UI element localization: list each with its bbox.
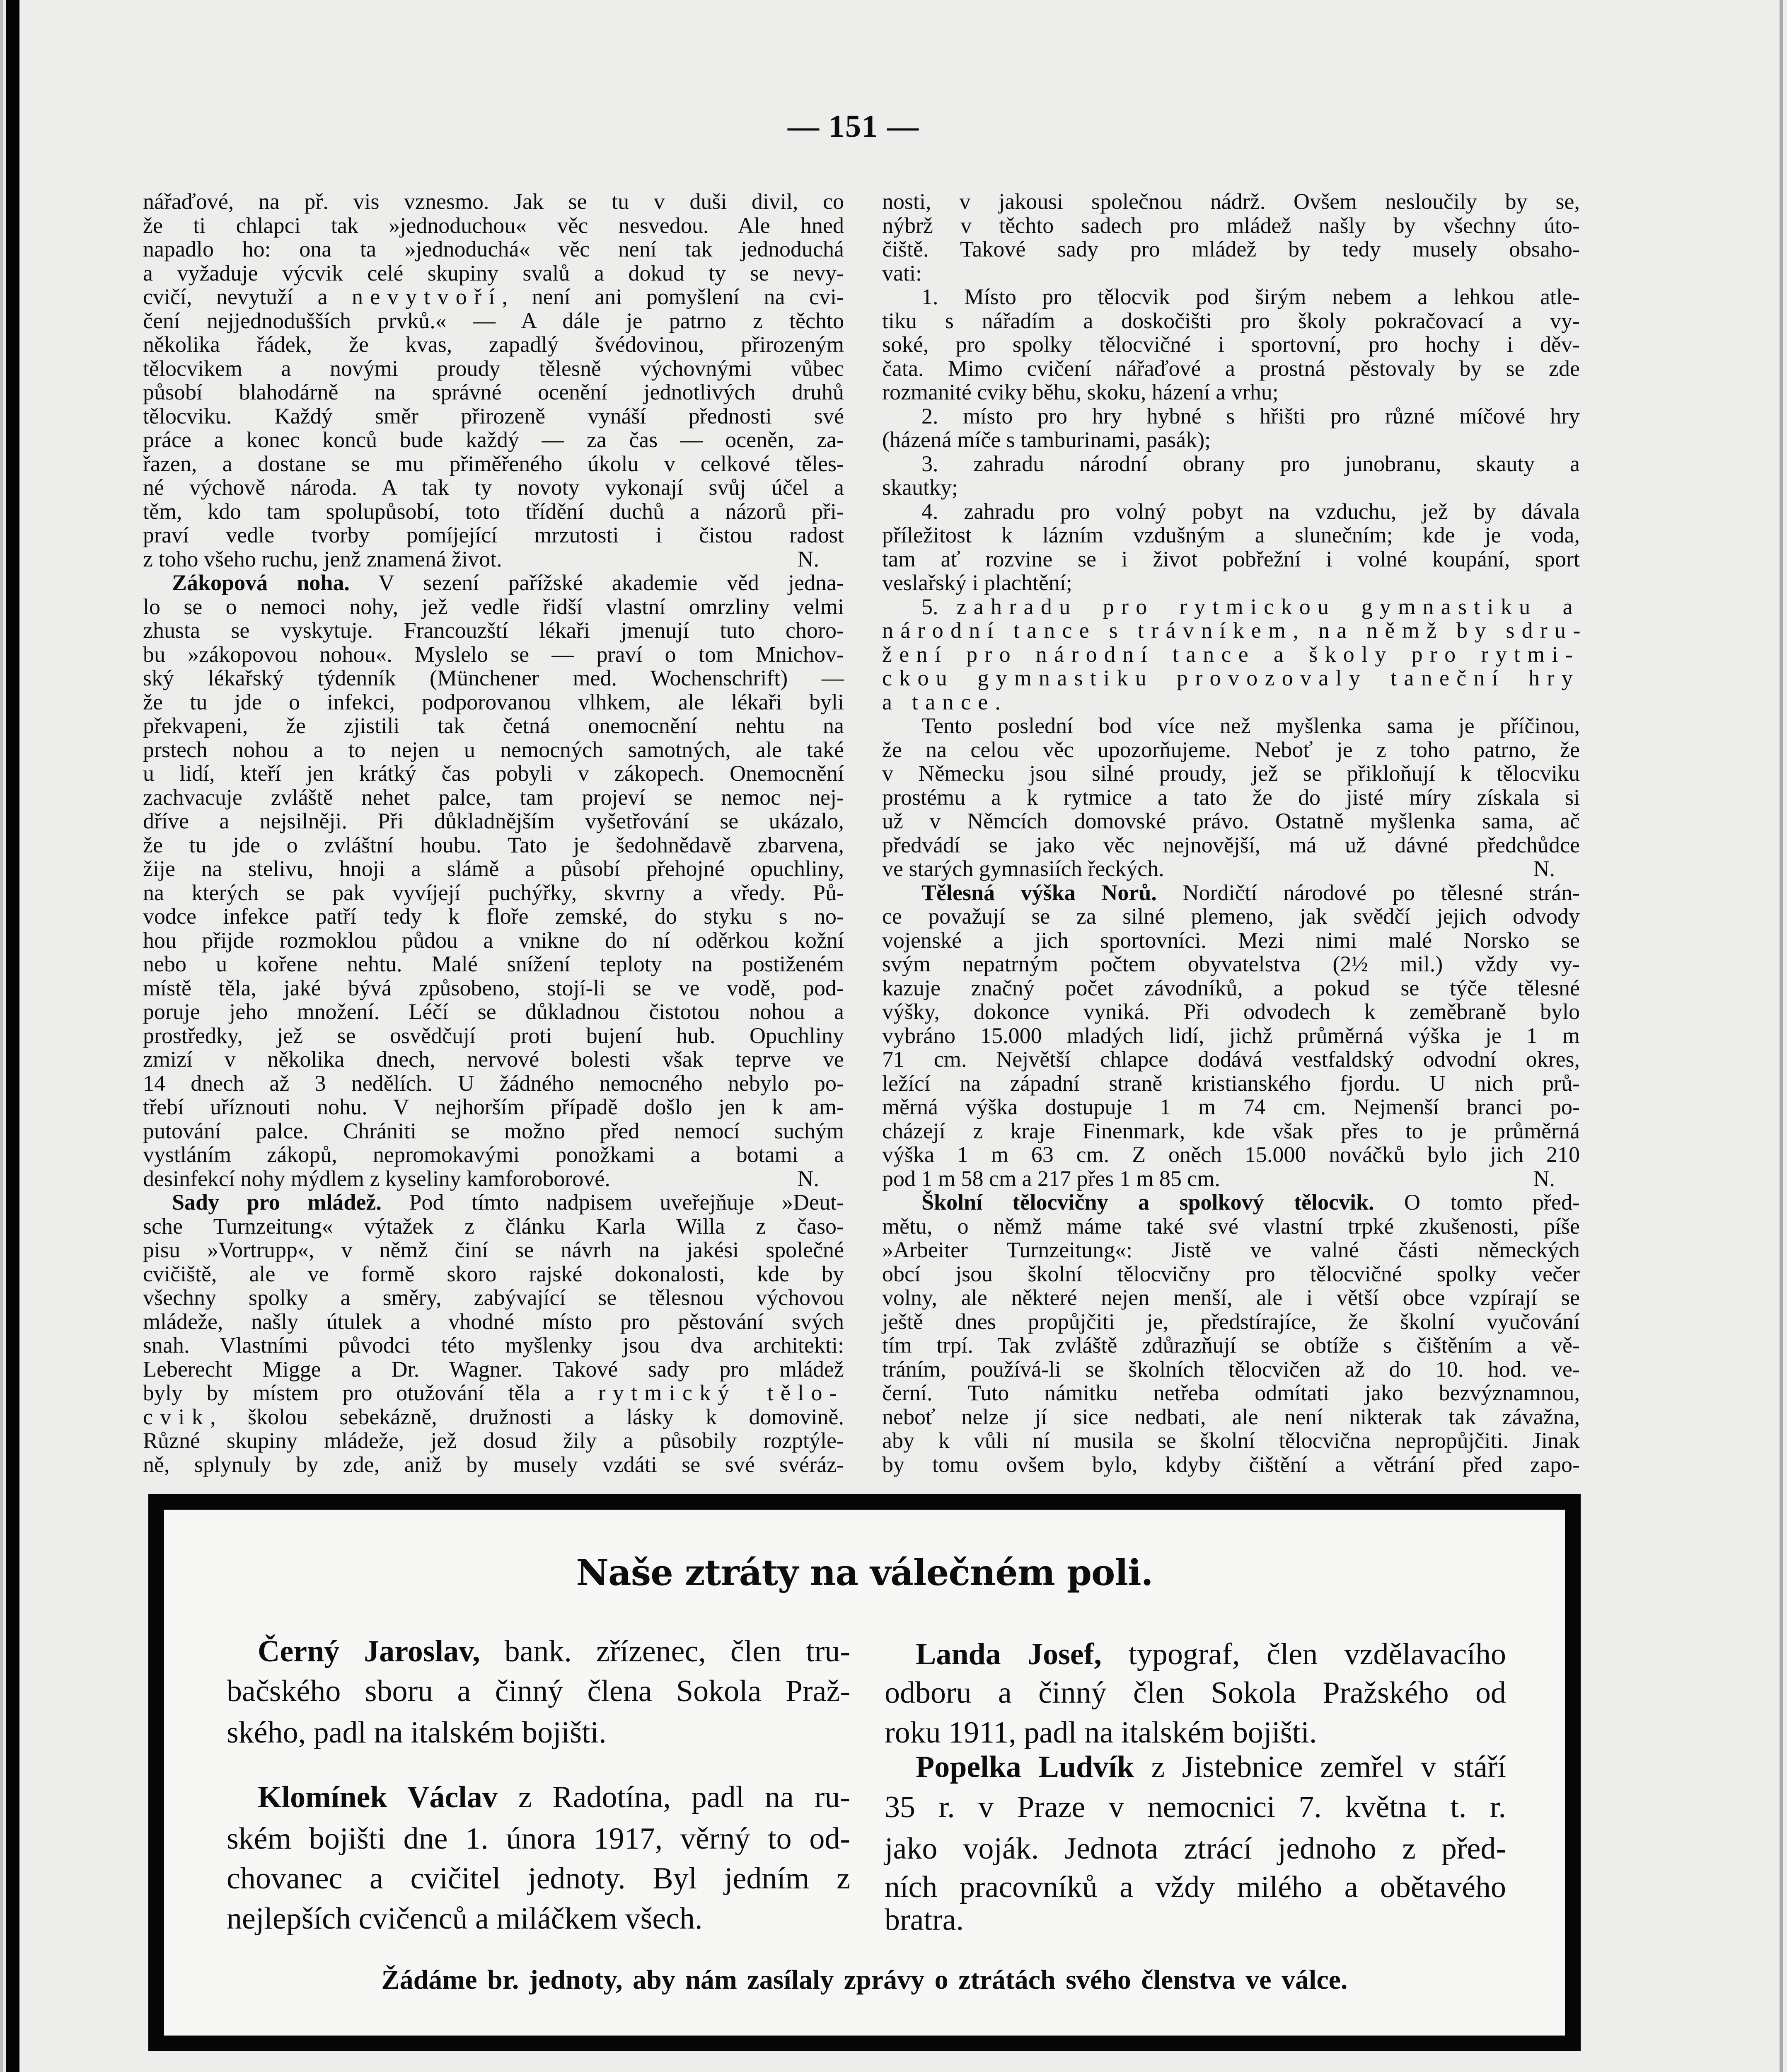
text-line — [227, 1671, 850, 1711]
text-segment: třebí uříznouti nohu. V nejhorším případě došlo jen k am- — [143, 1094, 844, 1119]
text-line — [143, 237, 844, 261]
text-segment: Nordičtí národové po tělesné strán- — [1156, 880, 1580, 905]
text-segment: nebo u kořene nehtu. Malé snížení teploty na postiženém — [143, 951, 844, 976]
text-line — [227, 1713, 850, 1752]
text-segment: překvapeni, že zjistili tak četná onemocnění nehtu na — [143, 713, 844, 738]
text-segment: cvičí, nevytuží a — [143, 284, 352, 309]
text-line — [882, 1285, 1580, 1310]
spaced-emphasis: nevytvoří — [352, 284, 502, 309]
text-line — [143, 452, 844, 476]
text-line — [143, 1143, 844, 1167]
text-segment: svým nepatrným počtem obyvatelstva (2½ mil.) vždy vy- — [882, 951, 1580, 976]
text-line — [143, 1095, 844, 1119]
text-line — [882, 1214, 1580, 1238]
text-segment: 2. místo pro hry hybné s hřišti pro různé míčové hry — [921, 404, 1580, 428]
text-segment: ského, padl na italském bojišti. — [227, 1716, 607, 1750]
text-line — [882, 452, 1580, 476]
text-line — [143, 1428, 844, 1452]
text-segment: těm, kdo tam spolupůsobí, toto třídění duchů a názorů při- — [143, 499, 844, 524]
text-segment: vati: — [882, 261, 922, 286]
text-segment: že ti chlapci tak »jednoduchou« věc nesvedou. Ale hned — [143, 213, 844, 238]
text-line — [143, 952, 844, 976]
text-line — [143, 475, 844, 499]
text-line — [143, 380, 844, 404]
text-segment: obcí jsou školní tělocvičny pro tělocvičné spolky večer — [882, 1261, 1580, 1286]
text-segment: , není ani pomyšlení na cvi- — [502, 284, 844, 309]
text-line — [882, 404, 1580, 428]
text-segment: řazen, a dostane se mu přiměřeného úkolu v celkové těles- — [143, 451, 844, 476]
text-segment: tiku s nářadím a doskočišti pro školy pokračovací a vy- — [882, 308, 1580, 333]
text-line — [885, 1713, 1506, 1752]
text-segment: kazuje značný počet závodníků, a pokud se týče tělesné — [882, 975, 1580, 1000]
text-line — [882, 309, 1580, 333]
text-line — [882, 1333, 1580, 1357]
text-segment: volny, ale některé nejen menší, ale i větší obce vzpírají se — [882, 1285, 1580, 1310]
text-line — [143, 595, 844, 619]
text-line — [882, 571, 1580, 595]
text-segment: neboť nelze jí sice nedbati, ale není nikterak tak závažna, — [882, 1404, 1580, 1429]
text-segment: Tento poslední bod více než myšlenka sama je příčinou, — [921, 713, 1580, 738]
text-segment: místě těla, jaké bývá způsobeno, stojí-li se ve vodě, pod- — [143, 975, 844, 1000]
bold-heading: Landa Josef, — [916, 1637, 1102, 1671]
text-segment: typograf, člen vzdělavacího — [1101, 1637, 1506, 1671]
text-line — [882, 285, 1580, 309]
text-segment: z Radotína, padl na ru- — [497, 1780, 850, 1814]
text-segment: prostředky, jež se osvědčují proti bujení hub. Opuchliny — [143, 1023, 844, 1048]
text-segment: na kterých se pak vyvíjejí puchýřky, skvrny a vředy. Pů- — [143, 880, 844, 905]
text-segment: , školou sebekázně, družnosti a lásky k domovině. — [210, 1404, 844, 1429]
text-segment: a vyžaduje výcvik celé skupiny svalů a dokud ty se nevy- — [143, 261, 844, 286]
text-segment: čiště. Takové sady pro mládež by tedy musely obsaho- — [882, 237, 1580, 261]
text-line — [882, 857, 1580, 881]
text-line — [143, 1000, 844, 1024]
text-line — [227, 1777, 850, 1817]
text-line — [882, 1143, 1580, 1167]
text-segment: 3. zahradu národní obrany pro junobranu, skauty a — [921, 451, 1580, 476]
scan-edge — [0, 0, 3, 2072]
text-segment: veslařský i plachtění; — [882, 570, 1072, 595]
text-line — [882, 332, 1580, 356]
text-segment: předvádí se jako věc nejnovější, má už dávné předchůdce — [882, 833, 1580, 857]
text-segment: prstech nohou a to nejen u nemocných samotných, ale také — [143, 737, 844, 762]
bold-heading: Školní tělocvičny a spolkový tělocvik. — [921, 1190, 1374, 1215]
text-segment: snah. Vlastními původci této myšlenky jsou dva architekti: — [143, 1333, 844, 1358]
text-line — [143, 189, 844, 213]
text-line — [882, 809, 1580, 833]
text-line — [882, 1381, 1580, 1405]
text-segment: černí. Tuto námitku netřeba odmítati jako bezvýznamnou, — [882, 1380, 1580, 1405]
text-line — [882, 475, 1580, 499]
text-line — [882, 213, 1580, 237]
text-line — [143, 523, 844, 547]
text-line — [882, 642, 1580, 666]
text-segment: »Arbeiter Turnzeitung«: Jistě ve valné části německých — [882, 1237, 1580, 1262]
text-line — [882, 881, 1580, 905]
text-line — [882, 666, 1580, 690]
text-segment: 1. Místo pro tělocvik pod širým nebem a lehkou atle- — [921, 284, 1580, 309]
text-line — [143, 833, 844, 857]
text-line — [882, 499, 1580, 523]
text-segment: (házená míče s tamburinami, pasák); — [882, 427, 1211, 452]
spaced-emphasis: rytmický tělo- — [598, 1380, 844, 1405]
text-line — [143, 1071, 844, 1095]
text-segment: nejlepších cvičenců a miláčkem všech. — [227, 1902, 703, 1936]
text-line — [882, 1428, 1580, 1452]
bold-heading: Tělesná výška Norů. — [921, 880, 1157, 905]
text-line — [143, 1381, 844, 1405]
author-signature: N. — [1533, 856, 1555, 881]
text-segment: nosti, v jakousi společnou nádrž. Ovšem nesloučily by se, — [882, 189, 1580, 214]
text-line — [143, 785, 844, 809]
text-line — [882, 1119, 1580, 1143]
text-segment: čata. Mimo cvičení nářaďové a prostná pěstovaly by se zde — [882, 356, 1580, 381]
spaced-emphasis: ckou gymnastiku provozovaly taneční hry — [882, 666, 1580, 690]
text-segment: vodce infekce patří tedy k floře zemské, do styku s no- — [143, 904, 844, 929]
text-line — [882, 1357, 1580, 1381]
text-line — [227, 1631, 850, 1671]
text-segment: byly by místem pro otužování těla a — [143, 1380, 598, 1405]
text-line — [143, 1167, 844, 1191]
text-line — [143, 309, 844, 333]
text-segment: bačského sboru a činný člena Sokola Praž- — [227, 1674, 850, 1708]
spaced-emphasis: a tance. — [882, 690, 1008, 714]
text-line — [143, 285, 844, 309]
obituary-footer-appeal: Žádáme br. jednoty, aby nám zasílaly zprávy o ztrátách svého členstva ve válce. — [381, 1965, 1348, 1995]
text-segment: lo se o nemoci nohy, jež vedle řidší vlastní omrzliny velmi — [143, 594, 844, 619]
obituary-title: Naše ztráty na válečném poli. — [576, 1552, 1153, 1594]
text-line — [143, 809, 844, 833]
text-segment: tím trpí. Tak zvláště zdůrazňují se obtíže s čištěním a vě- — [882, 1333, 1580, 1358]
text-segment: soké, pro spolky tělocvičné i sportovní, pro hochy i děv- — [882, 332, 1580, 357]
text-segment: aby k vůli ní musila se školní tělocvična nepropůjčiti. Jinak — [882, 1428, 1580, 1453]
text-line — [143, 714, 844, 738]
text-line — [143, 1452, 844, 1477]
text-line — [882, 1405, 1580, 1429]
text-line — [885, 1747, 1506, 1787]
text-segment: desinfekcí nohy mýdlem z kyseliny kamforoborové. — [143, 1166, 610, 1191]
text-segment: příležitost k lázním vzdušným a slunečním; kde je voda, — [882, 523, 1580, 547]
text-line — [143, 618, 844, 642]
spaced-emphasis: cvik — [143, 1404, 210, 1429]
text-segment: 4. zahradu pro volný pobyt na vzduchu, jež by dávala — [921, 499, 1580, 524]
text-line — [882, 976, 1580, 1000]
text-segment: poruje jeho množení. Léčí se důkladnou čistotou nohou a — [143, 999, 844, 1024]
text-segment: z Jistebnice zemřel v stáří — [1134, 1750, 1506, 1784]
text-segment: ský lékařský týdenník (Münchener med. Wochenschrift) — — [143, 666, 844, 690]
text-segment: O tomto před- — [1374, 1190, 1580, 1215]
text-line — [143, 904, 844, 928]
author-signature: N. — [797, 1166, 819, 1191]
text-line — [882, 904, 1580, 928]
text-line — [885, 1829, 1506, 1869]
text-segment: čení nejjednodušších prvků.« — A dále je patrno z těchto — [143, 308, 844, 333]
text-segment: bratra. — [885, 1903, 964, 1937]
text-line — [143, 761, 844, 785]
text-segment: dříve a nejsilněji. Při důkladnějším vyšetřování se ukázalo, — [143, 808, 844, 833]
text-line — [143, 1024, 844, 1048]
text-segment: že na celou věc upozorňujeme. Neboť je z toho patrno, že — [882, 737, 1580, 762]
text-line — [143, 642, 844, 666]
text-segment: bank. zřízenec, člen tru- — [480, 1634, 850, 1668]
text-line — [143, 1310, 844, 1334]
text-line — [143, 1238, 844, 1262]
text-segment: už v Němcích domovské právo. Ostatně myšlenka sama, ač — [882, 808, 1580, 833]
text-line — [143, 1333, 844, 1357]
text-segment: v Německu jsou silné proudy, jež se přikloňují k tělocviku — [882, 761, 1580, 786]
text-line — [143, 1262, 844, 1286]
text-segment: ce považují se za silné plemeno, jak svědčí jejich odvody — [882, 904, 1580, 929]
text-line — [882, 738, 1580, 762]
text-line — [143, 1119, 844, 1143]
text-segment: cházejí z kraje Finenmark, kde však přes to je průměrná — [882, 1118, 1580, 1143]
text-segment: praví vedle tvorby pomíjející mrzutosti i čistou radost — [143, 523, 844, 547]
text-line — [143, 1190, 844, 1214]
text-segment: chovanec a cvičitel jednoty. Byl jedním z — [227, 1861, 850, 1895]
text-line — [885, 1634, 1506, 1674]
text-segment: mládeže, našly útulek a vhodné místo pro pěstování svých — [143, 1309, 844, 1334]
text-line — [882, 714, 1580, 738]
text-segment: jako voják. Jednota ztrácí jednoho z před- — [885, 1832, 1506, 1866]
text-line — [143, 571, 844, 595]
text-line — [882, 1024, 1580, 1048]
text-line — [143, 404, 844, 428]
text-line — [143, 356, 844, 380]
text-line — [882, 1167, 1580, 1191]
text-segment: Leberecht Migge a Dr. Wagner. Takové sady pro mládež — [143, 1357, 844, 1382]
text-line — [143, 428, 844, 452]
scan-edge — [1780, 0, 1783, 2072]
text-line — [143, 881, 844, 905]
text-segment: Různé skupiny mládeže, jež dosud žily a působily rozptýle- — [143, 1428, 844, 1453]
text-line — [227, 1819, 850, 1859]
text-line — [143, 928, 844, 952]
text-segment: bu »zákopovou nohou«. Myslelo se — praví o tom Mnichov- — [143, 642, 844, 667]
text-segment: by tomu ovšem bylo, kdyby čištění a větrání před zapo- — [882, 1452, 1580, 1477]
text-line — [882, 1262, 1580, 1286]
text-segment: zmizí v několika dnech, nervové bolesti však teprve ve — [143, 1047, 844, 1072]
text-segment: práce a konec konců bude každý — za čas — oceněn, za- — [143, 427, 844, 452]
text-segment: prostému a k rytmice a tato že do jisté míry získala si — [882, 785, 1580, 810]
text-line — [882, 1310, 1580, 1334]
text-line — [882, 833, 1580, 857]
text-segment: tráním, používá-li se školních tělocvičen až do 10. hod. ve- — [882, 1357, 1580, 1382]
text-segment: sche Turnzeitung« výtažek z článku Karla Willa z časo- — [143, 1214, 844, 1239]
text-line — [143, 261, 844, 285]
text-segment: 14 dnech až 3 nedělích. U žádného nemocného nebylo po- — [143, 1071, 844, 1096]
text-segment: ve starých gymnasiích řeckých. — [882, 856, 1164, 881]
text-segment: tam ať rozvine se i život pobřežní i volné koupání, sport — [882, 547, 1580, 571]
page-number: — 151 — — [788, 109, 919, 144]
text-line — [885, 1900, 1506, 1940]
text-line — [882, 928, 1580, 952]
text-line — [143, 976, 844, 1000]
text-line — [143, 213, 844, 237]
text-line — [882, 618, 1588, 643]
text-segment: 5. — [921, 594, 957, 619]
text-segment: tělocvikem a novými proudy tělesně výchovnými vůbec — [143, 356, 844, 381]
bold-heading: Klomínek Václav — [258, 1780, 498, 1814]
spaced-emphasis: zahradu pro rytmickou gymnastiku a — [956, 594, 1580, 619]
text-line — [882, 523, 1580, 547]
text-segment: výška 1 m 63 cm. Z oněch 15.000 nováčků bylo jich 210 — [882, 1142, 1580, 1167]
text-line — [143, 1047, 844, 1071]
text-segment: několika řádek, že kvas, zapadlý švédovinou, přirozeným — [143, 332, 844, 357]
text-line — [143, 690, 844, 714]
text-segment: z toho všeho ruchu, jenž znamená život. — [143, 547, 502, 571]
text-segment: tělocviku. Každý směr přirozeně vynáší přednosti své — [143, 404, 844, 428]
author-signature: N. — [1533, 1166, 1555, 1191]
text-line — [143, 1214, 844, 1238]
text-segment: pod 1 m 58 cm a 217 přes 1 m 85 cm. — [882, 1166, 1220, 1191]
text-segment: měrná výška dostupuje 1 m 74 cm. Nejmenší branci po- — [882, 1094, 1580, 1119]
text-segment: hou přijde rozmoklou půdou a vnikne do ní oděrkou kožní — [143, 928, 844, 953]
text-line — [885, 1673, 1506, 1713]
text-segment: 71 cm. Největší chlapce dodává vestfaldský odvodní okres, — [882, 1047, 1580, 1072]
text-segment: zachvacuje zvláště nehet palce, tam projeví se nemoc nej- — [143, 785, 844, 810]
text-segment: odboru a činný člen Sokola Pražského od — [885, 1676, 1506, 1710]
text-segment: ně, splynuly by zde, aniž by musely vzdáti se své svéráz- — [143, 1452, 844, 1477]
text-line — [143, 738, 844, 762]
text-line — [227, 1899, 850, 1939]
text-segment: působí blahodárně na správné ocenění jednotlivých druhů — [143, 380, 844, 404]
text-segment: žije na stelivu, hnoji a slámě a působí přehojné opuchliny, — [143, 856, 844, 881]
text-segment: ních pracovníků a vždy milého a obětavého — [885, 1870, 1506, 1904]
text-segment: ještě dnes propůjčiti je, předstírajíce, že školní vyučování — [882, 1309, 1580, 1334]
text-line — [882, 1190, 1580, 1214]
text-segment: ležící na západní straně kristianského fjordu. U nich prů- — [882, 1071, 1580, 1096]
text-line — [882, 1047, 1580, 1071]
bold-heading: Zákopová noha. — [172, 570, 350, 595]
text-line — [882, 785, 1580, 809]
text-segment: cvičiště, ale ve formě skoro rajské dokonalosti, kde by — [143, 1261, 844, 1286]
bold-heading: Černý Jaroslav, — [258, 1634, 480, 1668]
bold-heading: Popelka Ludvík — [916, 1750, 1134, 1784]
text-segment: všechny spolky a směry, zabývající se tělesnou výchovou — [143, 1285, 844, 1310]
text-line — [882, 189, 1580, 213]
text-segment: u lidí, kteří jen krátký čas pobyli v zákopech. Onemocnění — [143, 761, 844, 786]
text-segment: skautky; — [882, 475, 958, 500]
text-line — [882, 1238, 1580, 1262]
text-line — [143, 547, 844, 571]
text-line — [143, 1285, 844, 1310]
text-segment: výšky, dokonce vyniká. Při odvodech k zeměbraně bylo — [882, 999, 1580, 1024]
text-segment: vystláním zákopů, nepromokavými ponožkami a botami a — [143, 1142, 844, 1167]
text-line — [882, 690, 1580, 714]
text-line — [882, 1000, 1580, 1024]
text-segment: že tu jde o zvláštní houbu. Tato je šedohnědavě zbarvena, — [143, 833, 844, 857]
text-segment: ském bojišti dne 1. února 1917, věrný to od- — [227, 1822, 850, 1856]
text-line — [143, 499, 844, 523]
text-segment: pisu »Vortrupp«, v němž činí se návrh na jakési společné — [143, 1237, 844, 1262]
text-segment: V sezení pařížské akademie věd jedna- — [349, 570, 844, 595]
text-line — [882, 952, 1580, 976]
text-line — [882, 1071, 1580, 1095]
text-segment: že tu jde o infekci, podporovanou vlhkem, ale lékaři byli — [143, 690, 844, 714]
text-line — [885, 1787, 1506, 1827]
text-line — [882, 595, 1580, 619]
scan-binding-edge — [6, 0, 19, 2072]
text-line — [882, 380, 1580, 404]
text-segment: zhusta se vyskytuje. Francouzští lékaři jmenují tuto choro- — [143, 618, 844, 643]
text-segment: putování palce. Chrániti se možno před nemocí suchým — [143, 1118, 844, 1143]
text-segment: napadlo ho: ona ta »jednoduchá« věc není tak jednoduchá — [143, 237, 844, 261]
author-signature: N. — [797, 547, 819, 571]
text-segment: mětu, o němž máme také své vlastní trpké zkušenosti, píše — [882, 1214, 1580, 1239]
bold-heading: Sady pro mládež. — [172, 1190, 382, 1215]
text-line — [882, 1095, 1580, 1119]
spaced-emphasis: národní tance s trávníkem, na němž by sdru- — [882, 618, 1588, 643]
text-line — [227, 1859, 850, 1898]
text-line — [882, 761, 1580, 785]
text-line — [143, 332, 844, 356]
spaced-emphasis: žení pro národní tance a školy pro rytmi- — [882, 642, 1580, 667]
text-line — [143, 857, 844, 881]
text-segment: 35 r. v Praze v nemocnici 7. května t. r. — [885, 1790, 1506, 1824]
text-line — [882, 1452, 1580, 1477]
text-line — [143, 1357, 844, 1381]
text-line — [882, 237, 1580, 261]
text-segment: vybráno 15.000 mladých lidí, jichž průměrná výška je 1 m — [882, 1023, 1580, 1048]
text-segment: nýbrž v těchto sadech pro mládež našly by všechny úto- — [882, 213, 1580, 238]
text-line — [882, 428, 1580, 452]
text-segment: Pod tímto nadpisem uveřejňuje »Deut- — [381, 1190, 844, 1215]
text-segment: vojenské a jich sportovníci. Mezi nimi malé Norsko se — [882, 928, 1580, 953]
text-segment: roku 1911, padl na italském bojišti. — [885, 1716, 1317, 1750]
text-line — [882, 261, 1580, 285]
text-line — [882, 356, 1580, 380]
text-line — [882, 547, 1580, 571]
text-line — [143, 666, 844, 690]
text-segment: né výchově národa. A tak ty novoty vykonají svůj účel a — [143, 475, 844, 500]
text-segment: rozmanité cviky běhu, skoku, házení a vrhu; — [882, 380, 1279, 404]
text-line — [143, 1405, 844, 1429]
text-segment: nářaďové, na př. vis vznesmo. Jak se tu v duši divil, co — [143, 189, 844, 214]
